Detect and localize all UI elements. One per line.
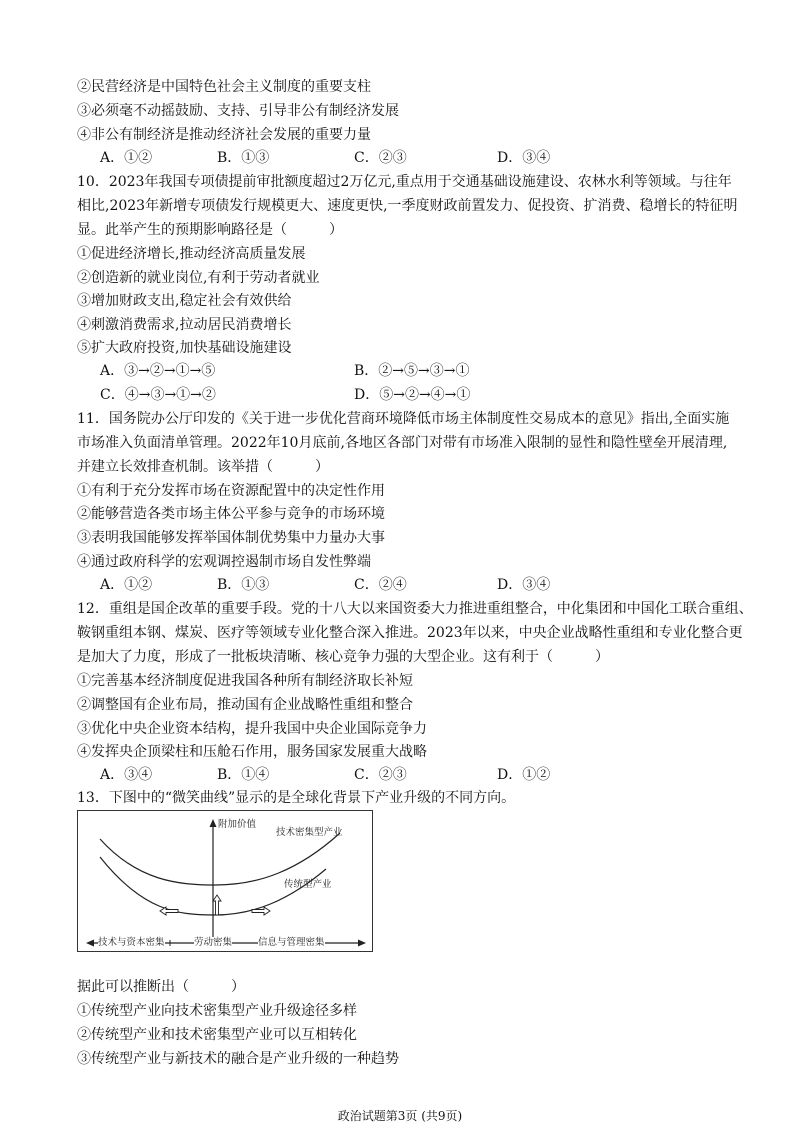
q11-options — [100, 576, 720, 594]
q12-stem-line-2: 鞍钢重组本钢、煤炭、医疗等领域专业化整合深入推进。2023年以来，中央企业战略性重组和专业化整合更 — [77, 625, 743, 641]
q10-option-d[interactable]: D．⑤→②→④→① — [354, 387, 471, 403]
q10-stem-line-1: 10．2023年我国专项债提前审批额度超过2万亿元,重点用于交通基础设施建设、农林水利等领域。与往年 — [77, 174, 732, 190]
q12-option-a[interactable]: A．③④ — [100, 767, 153, 783]
q12-item-4: ④发挥央企顶梁柱和压舱石作用，服务国家发展重大战略 — [77, 744, 427, 760]
q12-option-b[interactable]: B．①④ — [217, 767, 270, 783]
smile-curve-figure — [77, 810, 373, 952]
q11-option-b[interactable]: B．①③ — [217, 577, 270, 593]
q10-option-b[interactable]: B．②→⑤→③→① — [354, 363, 470, 379]
q9-option-b[interactable]: B．①③ — [217, 150, 270, 166]
q13-stem: 13．下图中的“微笑曲线”显示的是全球化背景下产业升级的不同方向。 — [77, 790, 516, 806]
q11-option-c[interactable]: C．②④ — [354, 577, 407, 593]
q10-stem-line-3: 显。此举产生的预期影响路径是（ ） — [77, 222, 343, 238]
q12-stem-line-3: 是加大了力度，形成了一批板块清晰、核心竞争力强的大型企业。这有利于（ ） — [77, 649, 609, 665]
curve-bottom-label: 传统型产业 — [284, 879, 332, 890]
q12-item-2: ②调整国有企业布局，推动国有企业战略性重组和整合 — [77, 697, 413, 713]
x-axis-left-arrow-icon — [86, 940, 94, 947]
q10-stem-line-2: 相比,2023年新增专项债发行规模更大、速度更快,一季度财政前置发力、促投资、扩消费、稳增长的特征明 — [77, 198, 738, 214]
q9-option-c[interactable]: C．②③ — [354, 150, 407, 166]
q12-item-1: ①完善基本经济制度促进我国各种所有制经济取长补短 — [77, 673, 413, 689]
page-footer: 政治试题第3页 (共9页) — [337, 1109, 463, 1123]
q12-option-c[interactable]: C．②③ — [354, 767, 407, 783]
q13-prompt: 据此可以推断出（ ） — [77, 979, 245, 995]
q10-options-row-1 — [100, 362, 720, 380]
x-axis-right-arrow-icon — [358, 940, 366, 947]
x-right-label: 信息与管理密集 — [258, 937, 325, 948]
q11-item-1: ①有利于充分发挥市场在资源配置中的决定性作用 — [77, 483, 385, 499]
shift-right-arrow-icon — [252, 907, 270, 915]
q10-item-1: ①促进经济增长,推动经济高质量发展 — [77, 246, 306, 262]
q11-item-4: ④通过政府科学的宏观调控遏制市场自发性弊端 — [77, 554, 371, 570]
x-left-label: 技术与资本密集 — [98, 937, 165, 948]
q10-item-3: ③增加财政支出,稳定社会有效供给 — [77, 293, 292, 309]
shift-left-arrow-icon — [160, 907, 178, 915]
x-mid-label: 劳动密集 — [194, 937, 233, 948]
q10-item-2: ②创造新的就业岗位,有利于劳动者就业 — [77, 270, 320, 286]
q12-item-3: ③优化中央企业资本结构，提升我国中央企业国际竞争力 — [77, 721, 427, 737]
q11-option-a[interactable]: A．①② — [100, 577, 153, 593]
q10-item-5: ⑤扩大政府投资,加快基础设施建设 — [77, 340, 292, 356]
q9-options — [100, 149, 720, 167]
upgrade-up-arrow-icon — [213, 895, 221, 915]
q13-item-1: ①传统型产业向技术密集型产业升级途径多样 — [77, 1003, 357, 1019]
q9-option-a[interactable]: A．①② — [100, 150, 153, 166]
q12-options — [100, 766, 720, 784]
q11-stem-line-1: 11．国务院办公厅印发的《关于进一步优化营商环境降低市场主体制度性交易成本的意见》指出,全面实施 — [77, 411, 730, 427]
q11-option-d[interactable]: D．③④ — [497, 577, 551, 593]
y-axis-arrow-icon — [210, 819, 217, 827]
y-axis-label: 附加价值 — [218, 819, 257, 830]
q9-option-d[interactable]: D．③④ — [497, 150, 551, 166]
q11-stem-line-3: 并建立长效排查机制。该举措（ ） — [77, 459, 329, 475]
q12-option-d[interactable]: D．①② — [497, 767, 551, 783]
q10-option-c[interactable]: C．④→③→①→② — [100, 387, 216, 403]
q9-item-3: ③必须毫不动摇鼓励、支持、引导非公有制经济发展 — [77, 103, 399, 119]
q10-option-a[interactable]: A．③→②→①→⑤ — [100, 363, 216, 379]
q9-item-4: ④非公有制经济是推动经济社会发展的重要力量 — [77, 127, 371, 143]
q13-item-2: ②传统型产业和技术密集型产业可以互相转化 — [77, 1027, 357, 1043]
q13-item-3: ③传统型产业与新技术的融合是产业升级的一种趋势 — [77, 1051, 399, 1067]
q12-stem-line-1: 12．重组是国企改革的重要手段。党的十八大以来国资委大力推进重组整合，中化集团和中国化工联合重组、 — [77, 601, 753, 617]
curve-top-label: 技术密集型产业 — [276, 827, 343, 838]
q10-item-4: ④刺激消费需求,拉动居民消费增长 — [77, 317, 292, 333]
q11-stem-line-2: 市场准入负面清单管理。2022年10月底前,各地区各部门对带有市场准入限制的显性和隐性壁垒开展清理, — [77, 435, 728, 451]
q11-item-2: ②能够营造各类市场主体公平参与竞争的市场环境 — [77, 506, 385, 522]
q9-item-2: ②民营经济是中国特色社会主义制度的重要支柱 — [77, 79, 371, 95]
q10-options-row-2 — [100, 386, 720, 404]
q11-item-3: ③表明我国能够发挥举国体制优势集中力量办大事 — [77, 530, 385, 546]
curve-technology-intensive — [100, 833, 340, 885]
